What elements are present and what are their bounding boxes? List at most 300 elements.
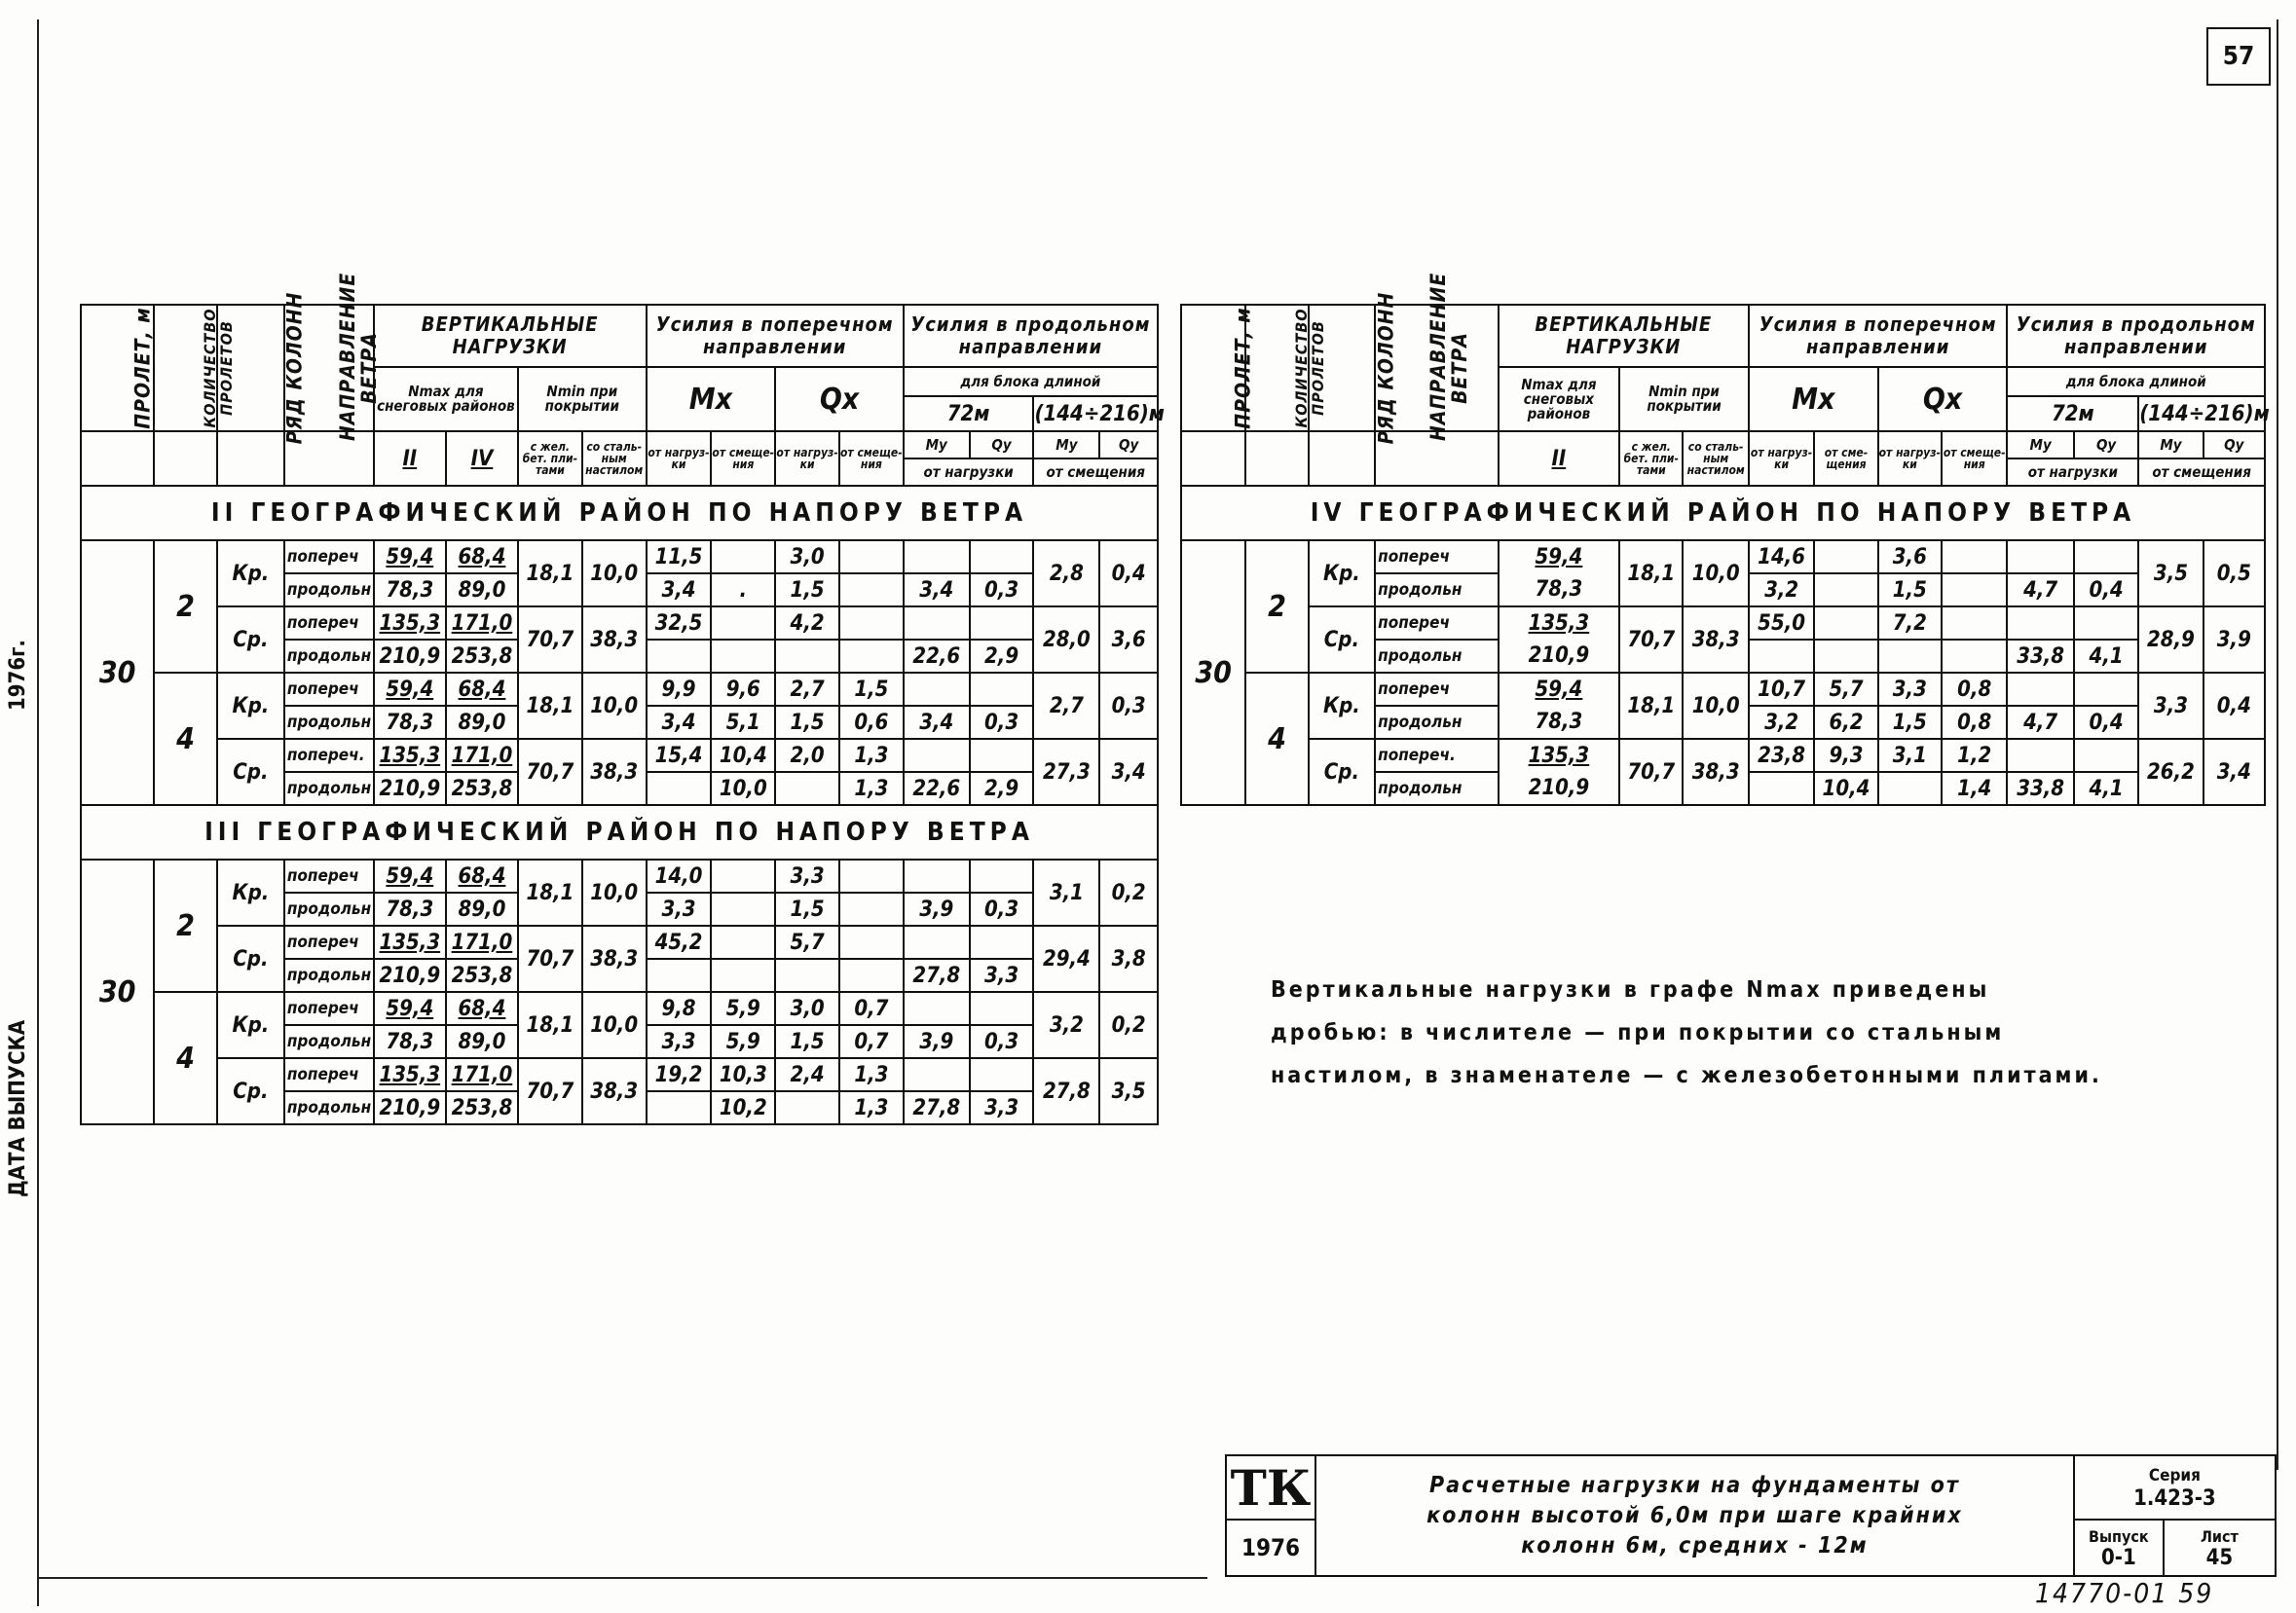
nmin-rc-cell: 18,1 bbox=[518, 992, 582, 1058]
count-cell: 2 bbox=[1245, 540, 1308, 673]
r-header-qy-72: Qy bbox=[2074, 431, 2138, 458]
direction-cell: продольн bbox=[1375, 772, 1499, 805]
my-144-cell: 3,5 bbox=[2138, 540, 2203, 606]
header-qx-shift: от смещения bbox=[839, 431, 904, 486]
stamp-issue-label: Выпуск bbox=[2089, 1527, 2149, 1546]
header-longitudinal: Усилия в продольном направлении bbox=[904, 305, 1158, 367]
page-number-box bbox=[2206, 27, 2271, 86]
header-mx-load: от нагрузки bbox=[647, 431, 712, 486]
mx-load-cell: 3,2 bbox=[1749, 573, 1814, 606]
note-line-1: Вертикальные нагрузки в графе Nmax приведены bbox=[1271, 977, 1990, 1003]
table-row bbox=[1181, 673, 2265, 706]
right-load-table bbox=[1180, 272, 2270, 806]
margin-year: 1976г. bbox=[6, 640, 30, 711]
qy-72-cell: 0,3 bbox=[970, 1025, 1034, 1058]
nmax-2-cell: 78,3 bbox=[1499, 706, 1619, 739]
nmin-steel-cell: 38,3 bbox=[582, 606, 647, 673]
direction-cell: попереч. bbox=[1375, 739, 1499, 772]
my-72-cell: 4,7 bbox=[2007, 573, 2073, 606]
table-row bbox=[81, 992, 1158, 1025]
qx-load-cell: 1,5 bbox=[775, 893, 839, 926]
qx-shift-cell: 1,4 bbox=[1942, 772, 2007, 805]
qy-72-cell: 3,3 bbox=[970, 1091, 1034, 1124]
my-144-cell: 26,2 bbox=[2138, 739, 2203, 805]
qy-72-cell bbox=[970, 739, 1034, 772]
header-mx: Mx bbox=[647, 367, 776, 431]
qy-72-cell bbox=[2074, 673, 2138, 706]
my-72-cell: 22,6 bbox=[904, 772, 970, 805]
mx-shift-cell: 5,9 bbox=[711, 992, 775, 1025]
qx-load-cell: 3,3 bbox=[1878, 673, 1942, 706]
direction-cell: продольн bbox=[284, 573, 374, 606]
stamp-title-1: Расчетные нагрузки на фундаменты от bbox=[1429, 1472, 1960, 1498]
mx-load-cell: 3,4 bbox=[647, 706, 712, 739]
nmax-2-cell: 135,3 bbox=[1499, 739, 1619, 772]
mx-shift-cell: . bbox=[711, 573, 775, 606]
mx-load-cell: 3,3 bbox=[647, 893, 712, 926]
header-nmax: Nmax для снеговых районов bbox=[374, 367, 518, 431]
header-transverse: Усилия в поперечном направлении bbox=[647, 305, 904, 367]
mx-load-cell: 10,7 bbox=[1749, 673, 1814, 706]
nmax-2-cell: 210,9 bbox=[374, 640, 446, 673]
mx-shift-cell bbox=[711, 640, 775, 673]
qx-shift-cell: 1,3 bbox=[839, 772, 904, 805]
nmax-2-cell: 210,9 bbox=[374, 772, 446, 805]
qx-load-cell: 2,4 bbox=[775, 1058, 839, 1091]
qy-72-cell: 0,3 bbox=[970, 573, 1034, 606]
my-72-cell bbox=[2007, 540, 2073, 573]
span-cell: 30 bbox=[81, 860, 154, 1124]
qx-shift-cell bbox=[839, 640, 904, 673]
nmax-2-cell: 78,3 bbox=[374, 573, 446, 606]
qy-144-cell: 0,2 bbox=[1099, 992, 1158, 1058]
column-cell: Кр. bbox=[1309, 540, 1375, 606]
qx-shift-cell: 1,3 bbox=[839, 1058, 904, 1091]
mx-load-cell bbox=[647, 640, 712, 673]
mx-load-cell: 3,2 bbox=[1749, 706, 1814, 739]
qx-load-cell bbox=[1878, 772, 1942, 805]
qy-72-cell: 0,3 bbox=[970, 706, 1034, 739]
r-header-rc-slabs: с жел. бет. плитами bbox=[1619, 431, 1683, 486]
qy-72-cell: 2,9 bbox=[970, 772, 1034, 805]
mx-shift-cell: 6,2 bbox=[1814, 706, 1877, 739]
mx-load-cell: 45,2 bbox=[647, 926, 712, 959]
r-header-my-144: My bbox=[2138, 431, 2203, 458]
frame-left-line bbox=[37, 19, 39, 1606]
direction-cell: попереч bbox=[1375, 540, 1499, 573]
nmax-2-cell: 59,4 bbox=[374, 673, 446, 706]
mx-shift-cell: 5,9 bbox=[711, 1025, 775, 1058]
table-row bbox=[1181, 739, 2265, 772]
frame-bottom-line bbox=[39, 1577, 1207, 1579]
my-72-cell bbox=[904, 739, 970, 772]
header-from-load: от нагрузки bbox=[904, 458, 1034, 486]
stamp-series-label: Серия bbox=[2148, 1466, 2201, 1485]
qy-144-cell: 0,5 bbox=[2203, 540, 2265, 606]
qy-144-cell: 0,4 bbox=[1099, 540, 1158, 606]
qx-load-cell bbox=[775, 772, 839, 805]
header-vertical-loads: ВЕРТИКАЛЬНЫЕ НАГРУЗКИ bbox=[374, 305, 647, 367]
nmax-2-cell: 135,3 bbox=[374, 926, 446, 959]
mx-load-cell: 32,5 bbox=[647, 606, 712, 640]
stamp-title-2: колонн высотой 6,0м при шаге крайних bbox=[1426, 1502, 1963, 1528]
qy-72-cell: 0,4 bbox=[2074, 706, 2138, 739]
qy-144-cell: 0,2 bbox=[1099, 860, 1158, 926]
mx-load-cell bbox=[647, 959, 712, 992]
mx-load-cell: 11,5 bbox=[647, 540, 712, 573]
r-header-block-length: для блока длиной bbox=[2007, 367, 2265, 396]
nmax-4-cell: 171,0 bbox=[446, 606, 518, 640]
qy-72-cell bbox=[970, 926, 1034, 959]
qx-shift-cell bbox=[839, 959, 904, 992]
nmax-4-cell: 89,0 bbox=[446, 893, 518, 926]
my-72-cell: 33,8 bbox=[2007, 640, 2073, 673]
column-cell: Ср. bbox=[217, 606, 284, 673]
nmin-steel-cell: 38,3 bbox=[1683, 739, 1748, 805]
qx-load-cell: 5,7 bbox=[775, 926, 839, 959]
nmax-2-cell: 59,4 bbox=[1499, 540, 1619, 573]
qy-72-cell bbox=[2074, 606, 2138, 640]
r-header-mx: Mx bbox=[1749, 367, 1878, 431]
header-qy-144: Qy bbox=[1099, 431, 1158, 458]
header-dummy-3 bbox=[217, 431, 284, 486]
stamp-issue-cell bbox=[2074, 1520, 2164, 1576]
header-column-row: РЯД КОЛОНН bbox=[217, 305, 284, 431]
r-header-qx-shift: от смещения bbox=[1942, 431, 2007, 486]
qx-shift-cell bbox=[839, 573, 904, 606]
r-header-72m: 72м bbox=[2007, 396, 2138, 431]
column-cell: Кр. bbox=[217, 860, 284, 926]
nmax-4-cell: 68,4 bbox=[446, 673, 518, 706]
my-72-cell bbox=[904, 1058, 970, 1091]
nmax-4-cell: 68,4 bbox=[446, 540, 518, 573]
direction-cell: попереч bbox=[284, 1058, 374, 1091]
qx-load-cell bbox=[775, 1091, 839, 1124]
qx-load-cell bbox=[775, 959, 839, 992]
count-cell: 2 bbox=[154, 540, 217, 673]
nmax-2-cell: 78,3 bbox=[374, 1025, 446, 1058]
nmax-4-cell: 171,0 bbox=[446, 739, 518, 772]
nmax-4-cell: 171,0 bbox=[446, 926, 518, 959]
direction-cell: попереч bbox=[284, 673, 374, 706]
frame-right-line bbox=[2277, 19, 2278, 1470]
count-cell: 4 bbox=[154, 673, 217, 805]
qx-shift-cell: 1,3 bbox=[839, 1091, 904, 1124]
header-144m: (144÷216)м bbox=[1033, 396, 1158, 431]
qx-shift-cell bbox=[1942, 540, 2007, 573]
direction-cell: попереч. bbox=[284, 739, 374, 772]
nmax-2-cell: 59,4 bbox=[374, 992, 446, 1025]
mx-load-cell bbox=[1749, 772, 1814, 805]
direction-cell: попереч bbox=[284, 540, 374, 573]
r-header-spans-count: КОЛИЧЕСТВО ПРОЛЕТОВ bbox=[1245, 305, 1308, 431]
header-qx: Qx bbox=[775, 367, 904, 431]
my-144-cell: 27,8 bbox=[1033, 1058, 1099, 1124]
mx-shift-cell: 5,7 bbox=[1814, 673, 1877, 706]
mx-load-cell: 55,0 bbox=[1749, 606, 1814, 640]
qy-72-cell: 2,9 bbox=[970, 640, 1034, 673]
qy-72-cell bbox=[970, 992, 1034, 1025]
qx-shift-cell: 0,6 bbox=[839, 706, 904, 739]
column-cell: Ср. bbox=[1309, 739, 1375, 805]
direction-cell: продольн bbox=[284, 1025, 374, 1058]
my-72-cell bbox=[904, 926, 970, 959]
column-cell: Ср. bbox=[217, 1058, 284, 1124]
qx-load-cell: 3,3 bbox=[775, 860, 839, 893]
table-row bbox=[81, 926, 1158, 959]
direction-cell: продольн bbox=[1375, 706, 1499, 739]
qy-144-cell: 3,4 bbox=[1099, 739, 1158, 805]
mx-load-cell bbox=[647, 772, 712, 805]
nmax-2-cell: 210,9 bbox=[374, 1091, 446, 1124]
qy-72-cell bbox=[970, 606, 1034, 640]
r-header-qx-load: от нагрузки bbox=[1878, 431, 1942, 486]
table-row bbox=[1181, 540, 2265, 573]
direction-cell: попереч bbox=[284, 860, 374, 893]
table-row bbox=[81, 540, 1158, 573]
qx-load-cell: 4,2 bbox=[775, 606, 839, 640]
qx-shift-cell bbox=[839, 860, 904, 893]
qx-shift-cell: 1,3 bbox=[839, 739, 904, 772]
header-rc-slabs: с жел. бет. плитами bbox=[518, 431, 582, 486]
mx-shift-cell: 9,6 bbox=[711, 673, 775, 706]
direction-cell: продольн bbox=[284, 893, 374, 926]
direction-cell: попереч bbox=[1375, 606, 1499, 640]
nmin-steel-cell: 38,3 bbox=[582, 1058, 647, 1124]
qy-72-cell bbox=[970, 1058, 1034, 1091]
nmin-rc-cell: 18,1 bbox=[1619, 673, 1683, 739]
nmin-steel-cell: 10,0 bbox=[582, 992, 647, 1058]
my-144-cell: 3,1 bbox=[1033, 860, 1099, 926]
my-72-cell: 27,8 bbox=[904, 1091, 970, 1124]
header-steel-deck: со стальным настилом bbox=[582, 431, 647, 486]
qx-shift-cell bbox=[1942, 606, 2007, 640]
qx-shift-cell bbox=[839, 893, 904, 926]
mx-shift-cell: 10,4 bbox=[711, 739, 775, 772]
mx-shift-cell bbox=[711, 606, 775, 640]
my-144-cell: 28,9 bbox=[2138, 606, 2203, 673]
note-line-2: дробью: в числителе — при покрытии со стальным bbox=[1271, 1020, 2005, 1045]
nmin-rc-cell: 70,7 bbox=[518, 1058, 582, 1124]
qx-load-cell: 3,0 bbox=[775, 992, 839, 1025]
qx-load-cell: 1,5 bbox=[775, 573, 839, 606]
nmax-2-cell: 59,4 bbox=[374, 540, 446, 573]
mx-shift-cell bbox=[1814, 606, 1877, 640]
r-header-nmax: Nmax для снеговых районов bbox=[1499, 367, 1619, 431]
region-title: II ГЕОГРАФИЧЕСКИЙ РАЙОН ПО НАПОРУ ВЕТРА bbox=[81, 486, 1158, 540]
column-cell: Кр. bbox=[217, 992, 284, 1058]
header-nmin: Nmin при покрытии bbox=[518, 367, 647, 431]
qy-72-cell bbox=[970, 860, 1034, 893]
qy-72-cell: 4,1 bbox=[2074, 640, 2138, 673]
qx-load-cell bbox=[1878, 640, 1942, 673]
nmax-4-cell: 253,8 bbox=[446, 640, 518, 673]
nmax-4-cell: 68,4 bbox=[446, 992, 518, 1025]
my-72-cell bbox=[2007, 739, 2073, 772]
note-line-3: настилом, в знаменателе — с железобетонными плитами. bbox=[1271, 1063, 2102, 1088]
r-header-qy-144: Qy bbox=[2203, 431, 2265, 458]
nmin-steel-cell: 10,0 bbox=[582, 673, 647, 739]
mx-shift-cell: 10,4 bbox=[1814, 772, 1877, 805]
nmin-steel-cell: 38,3 bbox=[582, 739, 647, 805]
header-from-shift: от смещения bbox=[1033, 458, 1158, 486]
direction-cell: попереч bbox=[284, 992, 374, 1025]
nmin-steel-cell: 10,0 bbox=[582, 540, 647, 606]
nmax-2-cell: 135,3 bbox=[1499, 606, 1619, 640]
table-row bbox=[81, 1058, 1158, 1091]
my-72-cell: 4,7 bbox=[2007, 706, 2073, 739]
margin-date: ДАТА ВЫПУСКА bbox=[6, 1019, 30, 1197]
qx-shift-cell bbox=[839, 606, 904, 640]
qx-shift-cell bbox=[1942, 573, 2007, 606]
header-qx-load: от нагрузки bbox=[775, 431, 839, 486]
header-mx-shift: от смещения bbox=[711, 431, 775, 486]
nmin-rc-cell: 70,7 bbox=[1619, 606, 1683, 673]
qy-72-cell bbox=[970, 540, 1034, 573]
nmax-2-cell: 78,3 bbox=[374, 706, 446, 739]
my-72-cell: 3,9 bbox=[904, 893, 970, 926]
mx-load-cell: 14,6 bbox=[1749, 540, 1814, 573]
table-row bbox=[81, 673, 1158, 706]
nmin-rc-cell: 70,7 bbox=[518, 606, 582, 673]
stamp-series: 1.423-3 bbox=[2133, 1486, 2216, 1511]
column-cell: Кр. bbox=[1309, 673, 1375, 739]
my-72-cell: 3,9 bbox=[904, 1025, 970, 1058]
qx-shift-cell: 1,2 bbox=[1942, 739, 2007, 772]
header-wind-direction: НАПРАВЛЕНИЕ ВЕТРА bbox=[284, 305, 374, 431]
mx-shift-cell: 10,2 bbox=[711, 1091, 775, 1124]
table-row bbox=[81, 739, 1158, 772]
nmin-rc-cell: 70,7 bbox=[518, 926, 582, 992]
mx-shift-cell bbox=[1814, 573, 1877, 606]
column-cell: Ср. bbox=[217, 926, 284, 992]
my-72-cell: 3,4 bbox=[904, 573, 970, 606]
mx-shift-cell bbox=[711, 926, 775, 959]
direction-cell: попереч bbox=[284, 926, 374, 959]
left-load-table bbox=[80, 272, 1165, 1125]
stamp-sheet-cell bbox=[2164, 1520, 2276, 1576]
column-cell: Кр. bbox=[217, 673, 284, 739]
qy-72-cell: 0,3 bbox=[970, 893, 1034, 926]
my-72-cell bbox=[904, 673, 970, 706]
header-spans-count: КОЛИЧЕСТВО ПРОЛЕТОВ bbox=[154, 305, 217, 431]
my-72-cell bbox=[2007, 606, 2073, 640]
nmin-steel-cell: 10,0 bbox=[1683, 540, 1748, 606]
r-header-from-shift: от смещения bbox=[2138, 458, 2265, 486]
nmax-4-cell: 89,0 bbox=[446, 706, 518, 739]
direction-cell: продольн bbox=[284, 1091, 374, 1124]
direction-cell: продольн bbox=[1375, 640, 1499, 673]
r-header-qx: Qx bbox=[1878, 367, 2008, 431]
qy-144-cell: 3,4 bbox=[2203, 739, 2265, 805]
direction-cell: продольн bbox=[284, 959, 374, 992]
direction-cell: продольн bbox=[284, 640, 374, 673]
qx-load-cell: 3,6 bbox=[1878, 540, 1942, 573]
mx-shift-cell: 10,3 bbox=[711, 1058, 775, 1091]
nmin-rc-cell: 18,1 bbox=[518, 540, 582, 606]
nmax-2-cell: 78,3 bbox=[1499, 573, 1619, 606]
nmin-steel-cell: 38,3 bbox=[582, 926, 647, 992]
direction-cell: продольн bbox=[284, 706, 374, 739]
qx-load-cell: 1,5 bbox=[1878, 573, 1942, 606]
qx-shift-cell bbox=[839, 540, 904, 573]
qx-shift-cell: 0,8 bbox=[1942, 706, 2007, 739]
qy-72-cell bbox=[2074, 540, 2138, 573]
r-header-dummy-3 bbox=[1309, 431, 1375, 486]
header-dummy-1 bbox=[81, 431, 154, 486]
nmin-rc-cell: 18,1 bbox=[518, 860, 582, 926]
r-header-dummy-1 bbox=[1181, 431, 1245, 486]
qy-72-cell bbox=[2074, 739, 2138, 772]
qx-load-cell: 3,0 bbox=[775, 540, 839, 573]
qx-load-cell: 1,5 bbox=[775, 706, 839, 739]
my-72-cell: 3,4 bbox=[904, 706, 970, 739]
note bbox=[1271, 969, 2244, 1097]
qx-load-cell bbox=[775, 640, 839, 673]
qx-load-cell: 7,2 bbox=[1878, 606, 1942, 640]
qy-144-cell: 3,5 bbox=[1099, 1058, 1158, 1124]
r-header-transverse: Усилия в поперечном направлении bbox=[1749, 305, 2008, 367]
nmax-2-cell: 78,3 bbox=[374, 893, 446, 926]
r-header-steel-deck: со стальным настилом bbox=[1683, 431, 1748, 486]
nmax-2-cell: 210,9 bbox=[1499, 640, 1619, 673]
stamp-title bbox=[1315, 1455, 2074, 1576]
nmin-rc-cell: 70,7 bbox=[1619, 739, 1683, 805]
column-cell: Ср. bbox=[1309, 606, 1375, 673]
qx-shift-cell: 0,7 bbox=[839, 1025, 904, 1058]
r-header-wind-direction: НАПРАВЛЕНИЕ ВЕТРА bbox=[1375, 305, 1499, 431]
qx-load-cell: 2,0 bbox=[775, 739, 839, 772]
qy-144-cell: 3,6 bbox=[1099, 606, 1158, 673]
r-header-span: ПРОЛЕТ, м bbox=[1181, 305, 1245, 431]
header-snow-2: II bbox=[374, 431, 446, 486]
my-72-cell: 33,8 bbox=[2007, 772, 2073, 805]
column-cell: Ср. bbox=[217, 739, 284, 805]
qy-144-cell: 3,8 bbox=[1099, 926, 1158, 992]
r-header-mx-shift: от смещения bbox=[1814, 431, 1877, 486]
my-144-cell: 3,2 bbox=[1033, 992, 1099, 1058]
mx-shift-cell bbox=[1814, 640, 1877, 673]
my-144-cell: 3,3 bbox=[2138, 673, 2203, 739]
nmin-rc-cell: 70,7 bbox=[518, 739, 582, 805]
qx-load-cell: 3,1 bbox=[1878, 739, 1942, 772]
nmax-4-cell: 89,0 bbox=[446, 573, 518, 606]
table-row bbox=[1181, 606, 2265, 640]
nmin-steel-cell: 38,3 bbox=[1683, 606, 1748, 673]
stamp-logo: ТК bbox=[1226, 1455, 1315, 1520]
table-row bbox=[81, 606, 1158, 640]
qx-load-cell: 1,5 bbox=[775, 1025, 839, 1058]
nmax-4-cell: 171,0 bbox=[446, 1058, 518, 1091]
r-header-from-load: от нагрузки bbox=[2007, 458, 2138, 486]
my-72-cell bbox=[904, 606, 970, 640]
mx-shift-cell: 5,1 bbox=[711, 706, 775, 739]
nmax-2-cell: 59,4 bbox=[1499, 673, 1619, 706]
page-number: 57 bbox=[2222, 42, 2255, 71]
r-header-144m: (144÷216)м bbox=[2138, 396, 2265, 431]
nmin-rc-cell: 18,1 bbox=[1619, 540, 1683, 606]
mx-load-cell: 3,3 bbox=[647, 1025, 712, 1058]
my-144-cell: 29,4 bbox=[1033, 926, 1099, 992]
mx-load-cell: 23,8 bbox=[1749, 739, 1814, 772]
stamp-year: 1976 bbox=[1226, 1520, 1315, 1576]
qx-shift-cell: 0,7 bbox=[839, 992, 904, 1025]
region-title: III ГЕОГРАФИЧЕСКИЙ РАЙОН ПО НАПОРУ ВЕТРА bbox=[81, 805, 1158, 860]
r-header-snow-2: II bbox=[1499, 431, 1619, 486]
r-header-mx-load: от нагрузки bbox=[1749, 431, 1814, 486]
mx-shift-cell bbox=[711, 893, 775, 926]
mx-load-cell: 19,2 bbox=[647, 1058, 712, 1091]
